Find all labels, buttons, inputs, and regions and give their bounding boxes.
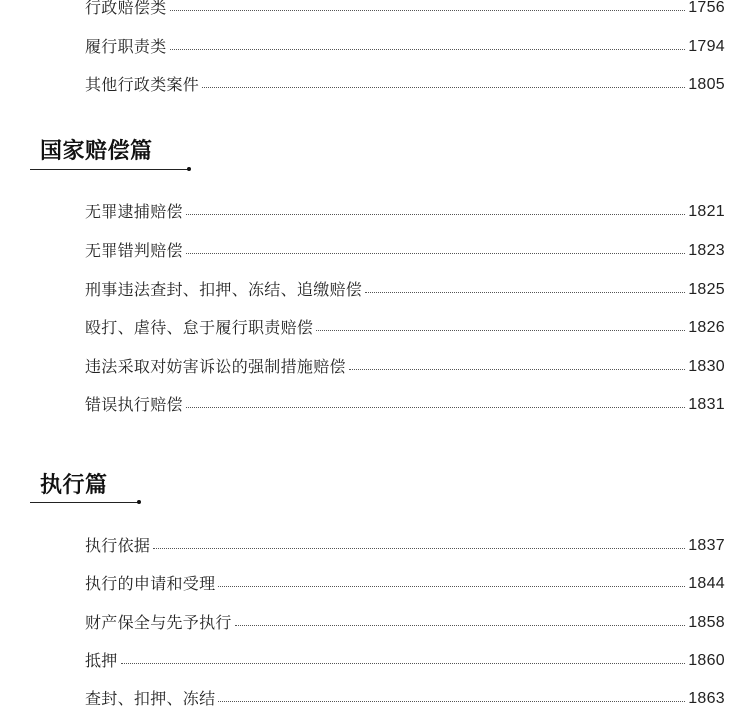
toc-entry-abuse-negligence-compensation[interactable] — [85, 316, 725, 340]
section-underline-dot — [187, 167, 191, 171]
dot-leader — [202, 87, 685, 88]
toc-entry-title: 行政赔偿类 — [85, 0, 167, 17]
toc-entry-title: 刑事违法查封、扣押、冻结、追缴赔偿 — [85, 280, 363, 299]
toc-page-number: 1794 — [688, 38, 725, 55]
toc-entry-title: 其他行政类案件 — [85, 75, 200, 94]
section-underline — [30, 502, 138, 503]
toc-entry-duty-performance[interactable] — [85, 35, 725, 59]
toc-entry-wrongful-arrest-compensation[interactable] — [85, 200, 725, 224]
toc-entry-title: 执行依据 — [85, 536, 151, 555]
section-heading-enforcement: 执行篇 — [40, 473, 108, 498]
dot-leader — [186, 214, 685, 215]
dot-leader — [365, 292, 685, 293]
toc-entry-other-administrative-cases[interactable] — [85, 73, 725, 97]
dot-leader — [153, 548, 685, 549]
toc-entry-mortgage[interactable] — [85, 649, 725, 673]
section-heading-state-compensation: 国家赔偿篇 — [40, 139, 153, 164]
dot-leader — [218, 701, 685, 702]
toc-entry-seizure-freezing[interactable] — [85, 687, 725, 711]
toc-page-number: 1831 — [688, 396, 725, 413]
toc-entry-enforcement-application[interactable] — [85, 572, 725, 596]
dot-leader — [170, 10, 686, 11]
dot-leader — [349, 369, 685, 370]
dot-leader — [121, 663, 686, 664]
dot-leader — [186, 407, 685, 408]
toc-entry-title: 执行的申请和受理 — [85, 574, 216, 593]
toc-page-number: 1844 — [688, 575, 725, 592]
toc-page-number: 1837 — [688, 537, 725, 554]
toc-entry-wrongful-enforcement-compensation[interactable] — [85, 393, 725, 417]
dot-leader — [170, 49, 686, 50]
toc-entry-illegal-seizure-compensation[interactable] — [85, 278, 725, 302]
toc-entry-title: 查封、扣押、冻结 — [85, 689, 216, 708]
toc-page-number: 1826 — [688, 319, 725, 336]
toc-entry-title: 抵押 — [85, 651, 118, 670]
toc-entry-title: 违法采取对妨害诉讼的强制措施赔偿 — [85, 357, 346, 376]
toc-page-number: 1863 — [688, 690, 725, 707]
dot-leader — [235, 625, 686, 626]
toc-entry-title: 财产保全与先予执行 — [85, 613, 232, 632]
dot-leader — [218, 586, 685, 587]
toc-entry-title: 无罪错判赔偿 — [85, 241, 183, 260]
toc-page-number: 1821 — [688, 203, 725, 220]
toc-entry-coercive-measures-compensation[interactable] — [85, 355, 725, 379]
toc-page-number: 1823 — [688, 242, 725, 259]
section-underline-dot — [137, 500, 141, 504]
toc-page-number: 1860 — [688, 652, 725, 669]
toc-entry-title: 殴打、虐待、怠于履行职责赔偿 — [85, 318, 314, 337]
toc-page-number: 1756 — [688, 0, 725, 16]
toc-page-number: 1858 — [688, 614, 725, 631]
dot-leader — [316, 330, 685, 331]
toc-entry-administrative-compensation[interactable] — [85, 0, 725, 20]
toc-entry-property-preservation[interactable] — [85, 611, 725, 635]
toc-entry-title: 无罪逮捕赔偿 — [85, 202, 183, 221]
toc-page-number: 1805 — [688, 76, 725, 93]
toc-page-number: 1825 — [688, 281, 725, 298]
toc-entry-enforcement-basis[interactable] — [85, 534, 725, 558]
dot-leader — [186, 253, 685, 254]
toc-entry-title: 错误执行赔偿 — [85, 395, 183, 414]
section-underline — [30, 169, 188, 170]
toc-page-number: 1830 — [688, 358, 725, 375]
toc-entry-wrongful-conviction-compensation[interactable] — [85, 239, 725, 263]
toc-entry-title: 履行职责类 — [85, 37, 167, 56]
